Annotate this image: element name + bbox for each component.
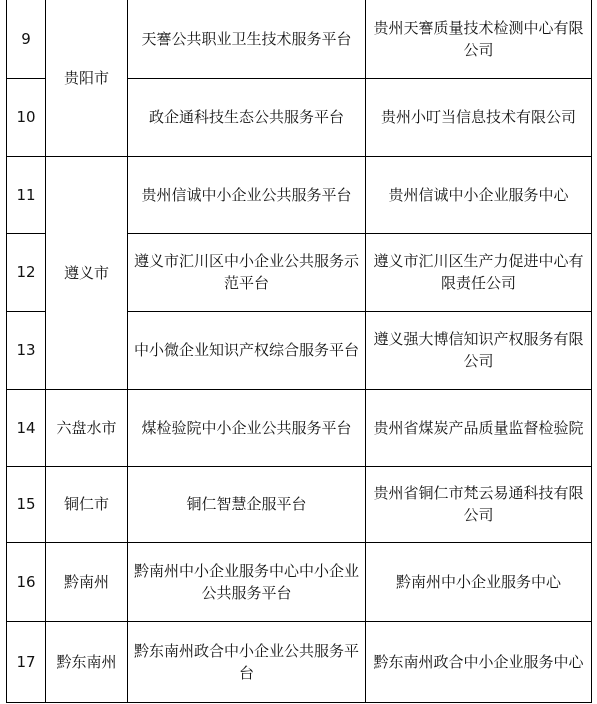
row-number: 12 [7,233,46,311]
operator-name: 贵州天謇质量技术检测中心有限公司 [366,0,592,78]
row-number: 16 [7,542,46,621]
city-cell: 六盘水市 [46,389,128,466]
row-number: 10 [7,78,46,156]
platform-name: 贵州信诚中小企业公共服务平台 [128,156,366,233]
operator-name: 黔南州中小企业服务中心 [366,542,592,621]
operator-name: 贵州小叮当信息技术有限公司 [366,78,592,156]
table-row [7,466,592,542]
platform-name: 黔东南州政合中小企业公共服务平台 [128,621,366,702]
operator-name: 遵义强大博信知识产权服务有限公司 [366,311,592,389]
city-cell: 黔南州 [46,542,128,621]
platform-name: 天謇公共职业卫生技术服务平台 [128,0,366,78]
operator-name: 贵州省铜仁市梵云易通科技有限公司 [366,466,592,542]
table-row [7,542,592,621]
row-number: 17 [7,621,46,702]
platform-name: 煤检验院中小企业公共服务平台 [128,389,366,466]
city-cell: 黔东南州 [46,621,128,702]
table-row [7,389,592,466]
platform-name: 政企通科技生态公共服务平台 [128,78,366,156]
platform-name: 铜仁智慧企服平台 [128,466,366,542]
platform-name: 黔南州中小企业服务中心中小企业公共服务平台 [128,542,366,621]
city-cell: 铜仁市 [46,466,128,542]
city-cell: 遵义市 [46,156,128,389]
table-row [7,0,592,78]
row-number: 11 [7,156,46,233]
operator-name: 黔东南州政合中小企业服务中心 [366,621,592,702]
row-number: 9 [7,0,46,78]
city-cell: 贵阳市 [46,0,128,156]
row-number: 14 [7,389,46,466]
table-row [7,621,592,702]
row-number: 13 [7,311,46,389]
table-row [7,156,592,233]
platform-name: 中小微企业知识产权综合服务平台 [128,311,366,389]
operator-name: 贵州省煤炭产品质量监督检验院 [366,389,592,466]
operator-name: 遵义市汇川区生产力促进中心有限责任公司 [366,233,592,311]
platform-table [6,0,592,703]
row-number: 15 [7,466,46,542]
operator-name: 贵州信诚中小企业服务中心 [366,156,592,233]
platform-name: 遵义市汇川区中小企业公共服务示范平台 [128,233,366,311]
